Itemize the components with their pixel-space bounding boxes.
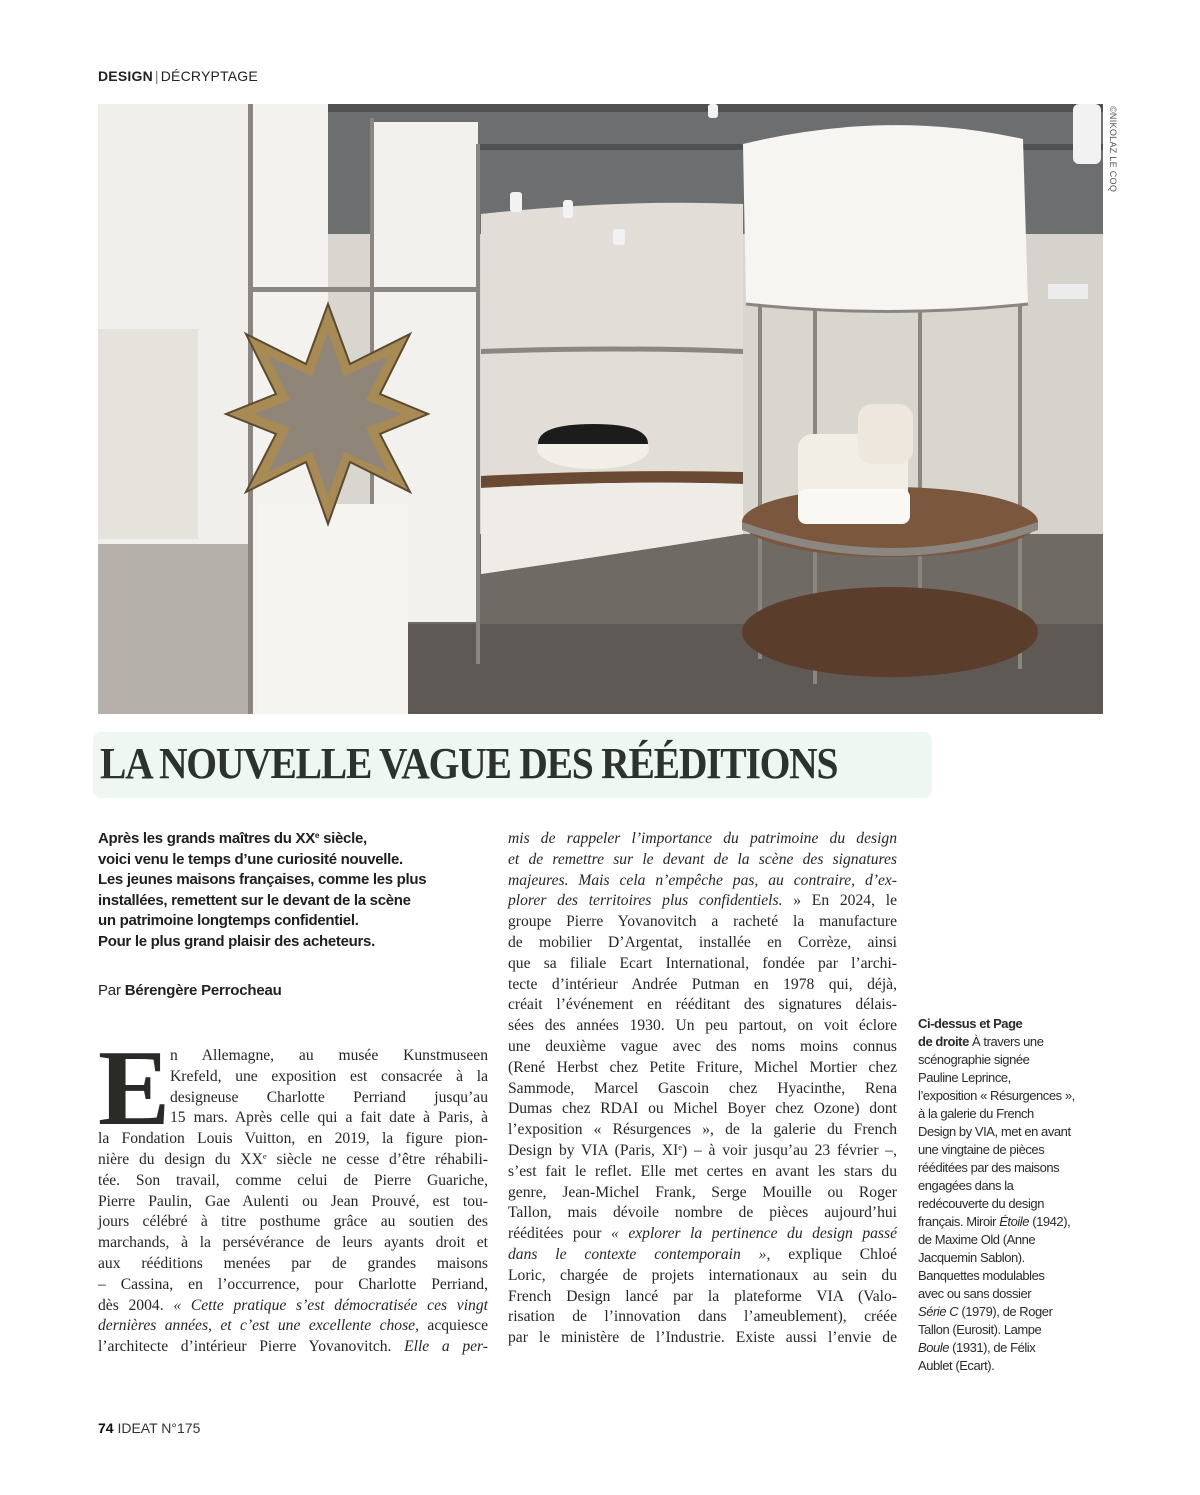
caption-line: engagées dans la	[918, 1178, 1014, 1193]
steel-frame	[248, 287, 478, 292]
body-line	[508, 871, 897, 892]
body-text: dès 2004.	[98, 1296, 164, 1314]
caption-line	[918, 1213, 1108, 1231]
caption-line	[918, 1033, 1108, 1051]
body-line	[98, 1150, 488, 1171]
lower-wooden-platform	[742, 587, 1038, 677]
article-headline: LA NOUVELLE VAGUE DES RÉÉDITIONS	[100, 739, 838, 788]
caption-line: Aublet (Ecart).	[918, 1358, 995, 1373]
body-line: French Design lancé par la plateforme VIA (Valo-	[508, 1287, 897, 1305]
body-line: jours célébré à titre posthume grâce au soutien des	[98, 1213, 488, 1231]
standfirst-line: voici venu le temps d’une curiosité nouvelle.	[98, 850, 403, 868]
caption-lead: Ci-dessus et Page	[918, 1016, 1023, 1031]
standfirst-line: installées, remettent sur le devant de la scène	[98, 891, 411, 909]
superscript: e	[678, 1141, 682, 1152]
body-line: (René Herbst chez Petite Friture, Michel Mortier chez	[508, 1058, 897, 1076]
standfirst-line	[98, 829, 488, 850]
caption-text: (1979), de Roger	[958, 1304, 1053, 1319]
projector	[1048, 284, 1088, 299]
body-line	[508, 1141, 897, 1162]
boule-lamp-shade	[743, 125, 1028, 311]
caption-line: Banquettes modulables	[918, 1268, 1045, 1283]
quote-text: Elle a per-	[404, 1338, 488, 1356]
caption-line	[918, 1339, 1108, 1357]
caption-text: À travers une	[968, 1034, 1044, 1049]
byline	[98, 982, 282, 999]
standfirst-text: siècle,	[319, 830, 367, 847]
quote-text: « Cette pratique s’est démocratisée ces vingt	[173, 1296, 488, 1314]
caption-line: Design by VIA, met en avant	[918, 1124, 1071, 1139]
quote-text: dernières années, et c’est une excellente chose,	[98, 1317, 419, 1335]
rubric-separator: |	[154, 68, 159, 84]
body-column-1	[98, 1029, 489, 1358]
body-line	[508, 891, 897, 912]
body-line: une deuxième vague avec des noms moins connus	[508, 1037, 897, 1055]
caption-text: (1931), de Félix	[949, 1340, 1036, 1355]
byline-prefix: Par	[98, 982, 121, 999]
body-line: Tallon, mais dévoile nombre de pièces aujourd’hui	[508, 1204, 897, 1222]
side-wall	[1018, 234, 1103, 534]
page-number: 74	[98, 1420, 114, 1436]
body-line: designeuse Charlotte Perriand jusqu’au	[170, 1088, 488, 1106]
exhibition-scene-illustration	[98, 104, 1103, 714]
body-line	[98, 1296, 488, 1317]
body-line: de mobilier D’Argentat, installée en Corrèze, ainsi	[508, 933, 897, 951]
body-line: tée. Son travail, comme celui de Pierre Guariche,	[98, 1171, 488, 1189]
body-text: » En 2024, le	[782, 892, 897, 910]
body-line: que sa filiale Ecart International, fondée par l’archi-	[508, 954, 897, 972]
body-line: n Allemagne, au musée Kunstmuseen	[170, 1047, 488, 1064]
caption-title: Étoile	[999, 1214, 1030, 1229]
caption-line: Tallon (Eurosit). Lampe	[918, 1322, 1042, 1337]
body-line: – Cassina, en l’occurrence, pour Charlotte Perriand,	[98, 1275, 488, 1293]
superscript: e	[314, 831, 320, 841]
body-text: rééditées pour	[508, 1225, 602, 1243]
photo-caption	[918, 1015, 1108, 1375]
caption-line: de Maxime Old (Anne	[918, 1232, 1036, 1247]
caption-line: Jacquemin Sablon).	[918, 1250, 1025, 1265]
quote-text: mis de rappeler l’importance du patrimoine du design	[508, 830, 897, 847]
body-text: siècle ne cesse d’être réhabili-	[266, 1150, 488, 1168]
body-line	[98, 1316, 488, 1337]
body-text: l’architecte d’intérieur Pierre Yovanovitch.	[98, 1338, 392, 1356]
caption-line: une vingtaine de pièces	[918, 1142, 1045, 1157]
body-text: acquiesce	[418, 1317, 489, 1335]
quote-text: « explorer la pertinence du design passé	[611, 1225, 897, 1243]
pedestal	[258, 504, 408, 714]
body-column-2	[508, 829, 897, 1349]
steel-frame	[476, 144, 480, 664]
caption-line: Pauline Leprince,	[918, 1070, 1011, 1085]
page-folio	[98, 1420, 200, 1436]
body-line: par le ministère de l’Industrie. Existe aussi l’envie de	[508, 1329, 897, 1347]
body-line: marchands, à la persévérance de leurs ayants droit et	[98, 1234, 488, 1252]
superscript: e	[262, 1150, 267, 1161]
caption-line: rééditées par des maisons	[918, 1160, 1060, 1175]
body-line: créait l’événement en rééditant des signatures délais-	[508, 996, 897, 1014]
body-line: Dumas chez RDAI ou Michel Boyer chez Ozone) dont	[508, 1100, 897, 1118]
body-line	[508, 829, 897, 850]
body-line	[508, 1245, 897, 1266]
body-line	[98, 1337, 488, 1358]
body-line: 15 mars. Après celle qui a fait date à Paris, à	[170, 1109, 488, 1127]
body-line: l’exposition « Résurgences », de la galerie du French	[508, 1121, 897, 1139]
caption-line: l’exposition « Résurgences »,	[918, 1088, 1075, 1103]
body-line: Krefeld, une exposition est consacrée à la	[170, 1067, 488, 1085]
body-text: nière du design du XX	[98, 1150, 263, 1168]
photo-credit	[1106, 106, 1120, 216]
body-line: s’est fait le reflet. Elle met certes en avant les stars du	[508, 1162, 897, 1180]
caption-title: Série C	[918, 1304, 959, 1319]
byline-author: Bérengère Perrocheau	[124, 982, 282, 999]
body-text: ) – à voir jusqu’au 23 février –,	[682, 1141, 897, 1159]
exhibition-photo	[98, 104, 1103, 714]
caption-title: Boule	[918, 1340, 949, 1355]
caption-line: redécouverte du design	[918, 1196, 1044, 1211]
body-line	[508, 850, 897, 871]
caption-line: avec ou sans dossier	[918, 1286, 1032, 1301]
rubric-subsection: DÉCRYPTAGE	[160, 68, 258, 84]
quote-text: majeures. Mais cela n’empêche pas, au contraire, d’ex-	[508, 871, 897, 889]
body-line: Sammode, Marcel Gascoin chez Hyacinthe, Rena	[508, 1079, 897, 1097]
standfirst-line: un patrimoine longtemps confidentiel.	[98, 912, 359, 929]
standfirst-text: Après les grands maîtres du XX	[98, 830, 315, 847]
body-line: Pierre Paulin, Gae Aulenti ou Jean Prouvé, est tou-	[98, 1192, 488, 1210]
caption-line: scénographie signée	[918, 1052, 1030, 1067]
standfirst-line: Les jeunes maisons françaises, comme les plus	[98, 871, 427, 888]
quote-text: et de remettre sur le devant de la scène des signatures	[508, 850, 897, 868]
body-line	[508, 1224, 897, 1245]
caption-line	[918, 1303, 1108, 1321]
magazine-issue: IDEAT N°175	[117, 1420, 201, 1436]
quote-text: plorer des territoires plus confidentiels.	[508, 892, 783, 910]
section-rubric	[98, 68, 258, 84]
body-line: tecte d’intérieur Andrée Putman en 1978 qui, déjà,	[508, 975, 897, 993]
caption-text: français. Miroir	[918, 1214, 1000, 1229]
body-line: aux rééditions menées par de grandes maisons	[98, 1254, 488, 1272]
caption-text: (1942),	[1029, 1214, 1071, 1229]
body-line: sées des années 1930. Un peu partout, on voit éclore	[508, 1017, 897, 1035]
body-line: groupe Pierre Yovanovitch a racheté la manufacture	[508, 913, 897, 931]
caption-line: à la galerie du French	[918, 1106, 1034, 1121]
standfirst-line: Pour le plus grand plaisir des acheteurs.	[98, 932, 375, 950]
photo-credit-text: ©NIKOLAZ LE COQ	[1108, 106, 1118, 193]
drop-cap: E	[98, 1029, 171, 1148]
rubric-section: DESIGN	[98, 68, 153, 84]
body-text: explique Chloé	[770, 1245, 897, 1263]
caption-line	[918, 1015, 1108, 1033]
body-line: risation de l’innovation dans l’ameublement), créée	[508, 1308, 897, 1326]
wall-base	[98, 544, 248, 714]
body-line: la Fondation Louis Vuitton, en 2019, la figure pion-	[98, 1130, 488, 1148]
article-standfirst	[98, 829, 488, 952]
caption-lead: de droite	[918, 1034, 969, 1049]
body-line: Loric, chargée de projets internationaux au sein du	[508, 1266, 897, 1284]
body-line: genre, Jean-Michel Frank, Serge Mouille ou Roger	[508, 1183, 897, 1201]
wall-panel	[98, 329, 198, 539]
body-text: Design by VIA (Paris, XI	[508, 1141, 679, 1159]
quote-text: dans le contexte contemporain »,	[508, 1245, 771, 1263]
